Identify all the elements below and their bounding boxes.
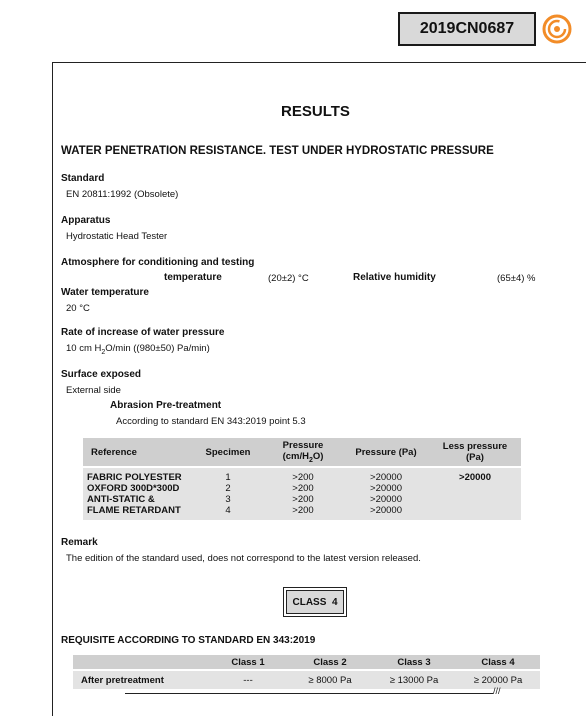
less-pressure-cell: >20000 — [429, 468, 521, 520]
humidity-value: (65±4) % — [497, 273, 536, 284]
class-result-box — [283, 587, 347, 617]
header-pressure-cm: Pressure $(cm/H_2O)$ — [263, 438, 343, 466]
atmosphere-label: Atmosphere for conditioning and testing — [61, 257, 255, 268]
requisite-row-label: After pretreatment — [73, 671, 208, 689]
rate-label: Rate of increase of water pressure — [61, 327, 225, 338]
abrasion-label: Abrasion Pre-treatment — [110, 400, 222, 411]
remark-label: Remark — [61, 537, 98, 548]
report-page — [52, 62, 586, 716]
spiral-logo-icon — [542, 14, 572, 44]
requisite-table — [73, 655, 540, 689]
remark-value: The edition of the standard used, does not correspond to the latest version released. — [66, 553, 421, 564]
class-result: CLASS 4 — [286, 590, 344, 614]
humidity-label: Relative humidity — [353, 272, 436, 283]
reference-cell: FABRIC POLYESTER OXFORD 300D*300D ANTI-STATIC & FLAME RETARDANT — [83, 468, 193, 520]
header-specimen: Specimen — [193, 438, 263, 466]
requisite-header-blank — [73, 655, 208, 669]
standard-label: Standard — [61, 173, 105, 184]
abrasion-value: According to standard EN 343:2019 point 5.3 — [116, 416, 306, 427]
requisite-header-class2: Class 2 — [288, 655, 372, 669]
requisite-title: REQUISITE ACCORDING TO STANDARD EN 343:2019 — [61, 635, 316, 646]
temperature-label: temperature — [164, 272, 222, 283]
header-less-pressure: Less pressure (Pa) — [429, 438, 521, 466]
requisite-class1-value: --- — [208, 671, 288, 689]
requisite-header-class1: Class 1 — [208, 655, 288, 669]
table-row — [83, 468, 521, 520]
report-id: 2019CN0687 — [419, 20, 515, 37]
apparatus-label: Apparatus — [61, 215, 111, 226]
standard-value: EN 20811:1992 (Obsolete) — [66, 189, 179, 200]
pressure-cm-cell: >200 >200 >200 >200 — [263, 468, 343, 520]
header-pressure-pa: Pressure (Pa) — [343, 438, 429, 466]
pressure-pa-cell: >20000 >20000 >20000 >20000 — [343, 468, 429, 520]
requisite-header-class4: Class 4 — [456, 655, 540, 669]
table-row — [73, 671, 540, 689]
requisite-header-class3: Class 3 — [372, 655, 456, 669]
rate-value: 10 cm $H_2O/\min$ ((980±50) Pa/min) — [66, 343, 210, 356]
requisite-class3-value: ≥ 13000 Pa — [372, 671, 456, 689]
requisite-header-row — [73, 655, 540, 669]
water-temperature-value: 20 °C — [66, 303, 90, 314]
end-rule — [125, 693, 493, 694]
water-temperature-label: Water temperature — [61, 287, 149, 298]
page-title: RESULTS — [281, 103, 350, 120]
specimen-cell: 1 2 3 4 — [193, 468, 263, 520]
apparatus-value: Hydrostatic Head Tester — [66, 231, 168, 242]
surface-label: Surface exposed — [61, 369, 142, 380]
report-id-box — [398, 12, 536, 46]
header-reference: Reference — [83, 438, 193, 466]
requisite-class2-value: ≥ 8000 Pa — [288, 671, 372, 689]
results-header-row — [83, 438, 521, 466]
temperature-value: (20±2) °C — [268, 273, 309, 284]
requisite-class4-value: ≥ 20000 Pa — [456, 671, 540, 689]
end-mark: /// — [493, 686, 501, 696]
surface-value: External side — [66, 385, 121, 396]
results-table — [83, 438, 521, 520]
test-title: WATER PENETRATION RESISTANCE. TEST UNDER HYDROSTATIC PRESSURE — [61, 145, 494, 157]
